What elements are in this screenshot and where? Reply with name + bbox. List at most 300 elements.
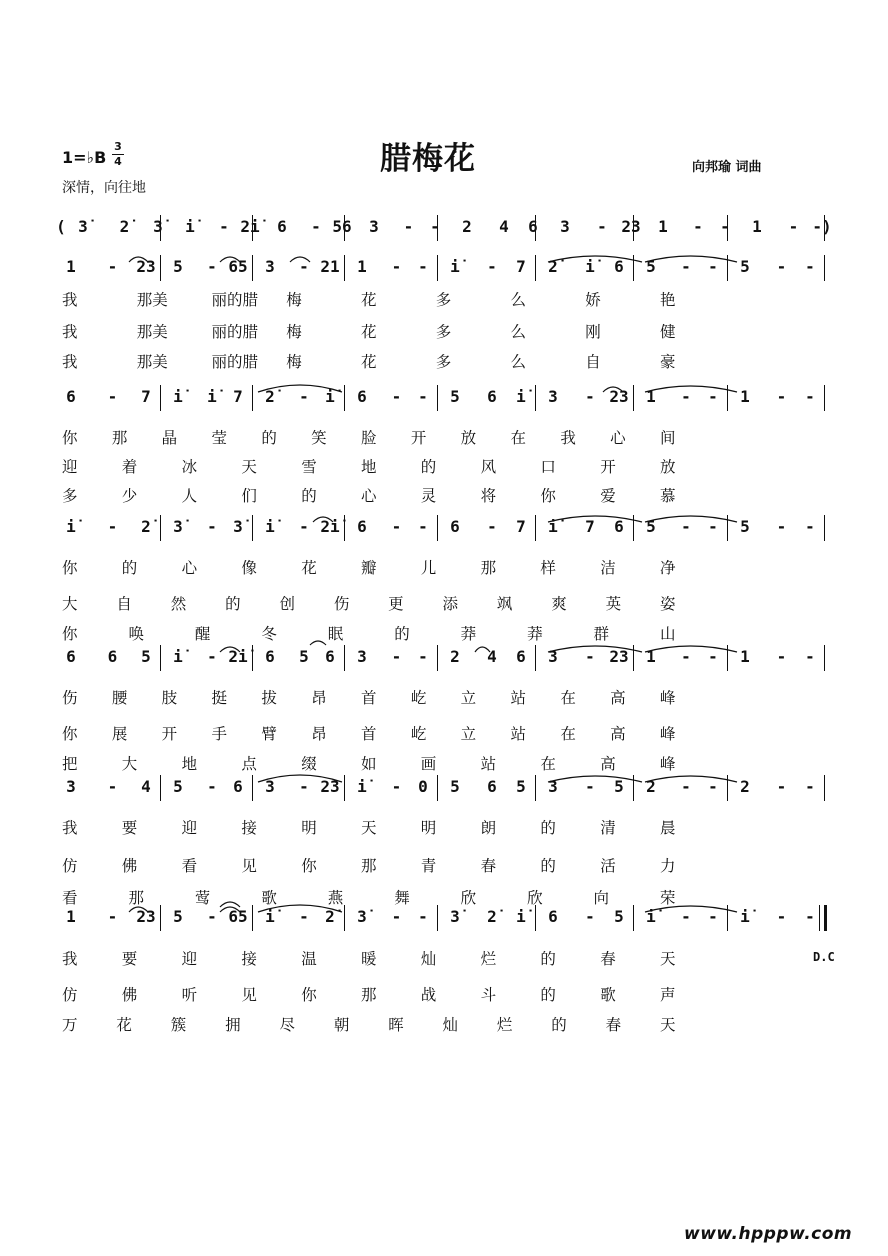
lyric-word: 多 [435,291,452,309]
note: 1 [740,387,750,406]
note: 7 [585,517,595,536]
lyric-word: 春 [605,1016,622,1034]
lyric-word: 花 [361,353,377,371]
barline [437,215,438,241]
lyric-word: 天 [660,1016,676,1034]
barline [727,645,728,671]
lyric-word: 要 [121,950,138,968]
notation-row [0,773,888,803]
lyric-word: 净 [660,559,676,577]
note: - [708,517,718,536]
barline [535,385,536,411]
note: 4 [499,217,509,236]
lyric-word: 梅 [286,291,302,309]
note: 2 [646,777,656,796]
note: 6 [66,647,76,666]
barline [633,645,634,671]
note: - [391,777,402,796]
note: - [585,387,595,406]
note: - [805,647,815,666]
lyric-word: 将 [480,487,497,505]
note: - [207,907,217,926]
note: 5 [173,907,183,926]
note: 3 [560,217,570,236]
note: - [708,907,718,926]
barline [727,215,728,241]
lyric-word: 拔 [261,689,277,707]
lyric-word: 我 [560,429,576,447]
lyric-word: 画 [420,755,437,773]
barline [633,515,634,541]
note: i̇ [173,387,183,406]
lyric-word: 要 [121,819,138,837]
lyric-word: 把 [62,755,78,773]
note: 6 [528,217,538,236]
note: 5 [141,647,151,666]
lyric-word: 唤 [128,625,144,643]
lyric-word: 迎 [181,950,198,968]
note: 1 [66,907,76,926]
note: i̇ [173,647,183,666]
lyric-word: 朝 [333,1016,350,1034]
barline [252,775,253,801]
lyric-word: 的 [420,458,437,476]
note: 1 [658,217,668,236]
lyric-word: 春 [600,950,616,968]
note: 23 [621,217,641,236]
barline [160,385,161,411]
barline [633,385,634,411]
lyric-word: 舞 [394,889,410,907]
barline [727,385,728,411]
lyric-word: 开 [410,429,427,447]
lyric-word: 佛 [121,857,138,875]
lyric-word: 丽的腊 [211,353,259,371]
note: 3̇ [173,517,183,536]
barline [252,645,253,671]
lyric-word: 的 [225,595,241,613]
note: i̇ [548,517,558,536]
note: - [805,907,815,926]
note: - [681,907,691,926]
lyric-word: 花 [301,559,317,577]
note: - [418,647,428,666]
barline [824,515,825,541]
lyric-word: 在 [510,429,527,447]
lyric-word: 心 [361,487,377,505]
lyric-word: 欣 [460,889,477,907]
lyric-word: 开 [600,458,616,476]
note: 6 [265,647,275,666]
lyric-word: 姿 [660,595,676,613]
note: 23 [136,257,156,276]
barline [535,515,536,541]
note: - [708,647,718,666]
note: 6 [233,777,243,796]
lyric-word: 站 [480,755,497,773]
note: 2̇ [119,217,130,236]
lyric-word: 创 [279,595,295,613]
lyric-word: 梅 [286,353,302,371]
notation-row [0,903,888,933]
note: 3̇ [450,907,460,926]
barline [535,905,536,931]
barline [437,385,438,411]
lyric-word: 战 [420,986,437,1004]
lyric-word: 雪 [301,458,317,476]
lyric-word: 醒 [194,625,211,643]
note: - [418,517,428,536]
note: - [299,387,309,406]
note: i̇ [585,257,595,276]
lyric-word: 儿 [420,559,437,577]
note: 65 [228,907,248,926]
barline [824,775,825,801]
barline [252,255,253,281]
barline [437,515,438,541]
note: 2̇ [548,257,558,276]
note: 5 [516,777,526,796]
note: i̇ [265,907,275,926]
note: - [107,907,118,926]
lyric-word: 我 [62,323,78,341]
lyric-word: 然 [170,595,187,613]
lyric-word: 心 [181,559,198,577]
lyric-word: 多 [435,323,452,341]
final-barline-thin [819,905,820,931]
lyric-word: 伤 [333,595,350,613]
note: 3 [548,647,558,666]
note: 6 [487,387,497,406]
lyric-word: 你 [62,559,78,577]
note: 2̇i̇ [240,217,260,236]
lyric-word: 向 [593,889,610,907]
lyric-word: 地 [361,458,377,476]
lyric-word: 晖 [388,1016,404,1034]
lyric-word: 朗 [480,819,497,837]
note: - [788,217,799,236]
lyric-word: 心 [610,429,626,447]
barline [727,515,728,541]
lyric-word: 天 [241,458,257,476]
lyric-word: 燕 [327,889,344,907]
lyric-word: 自 [585,353,601,371]
note: i̇ [516,907,526,926]
lyric-word: 伤 [62,689,78,707]
lyric-word: 接 [241,819,257,837]
lyric-word: 簇 [170,1016,187,1034]
lyric-word: 首 [361,725,377,743]
note: 6 [357,387,367,406]
note: 2̇ [487,907,497,926]
barline [160,515,161,541]
lyric-word: 你 [62,429,78,447]
final-barline [824,905,827,931]
note: 5 [299,647,309,666]
note: 2̇i̇ [228,647,248,666]
lyric-word: 梅 [286,323,302,341]
note: 2̇ [325,907,335,926]
author-credit: 向邦瑜 词曲 [692,160,762,175]
note: 5 [173,777,183,796]
lyric-word: 高 [610,689,626,707]
note: - [299,777,309,796]
note: 6 [66,387,76,406]
barline [252,215,253,241]
lyric-word: 立 [460,689,477,707]
barline [252,905,253,931]
barline [344,515,345,541]
note: 4 [141,777,151,796]
lyric-word: 明 [301,819,317,837]
note: 5 [740,257,750,276]
note: 1 [66,257,76,276]
note: 23 [320,777,340,796]
barline [252,515,253,541]
note: - [805,517,815,536]
lyric-word: 那 [480,559,497,577]
open-paren: ( [56,217,66,236]
note: - [299,257,309,276]
lyric-word: 自 [116,595,132,613]
lyric-word: 春 [480,857,497,875]
lyric-word: 见 [241,857,257,875]
meter-top: 3 [114,140,122,153]
note: 6 [516,647,526,666]
note: 3̇ [153,217,163,236]
lyric-word: 看 [181,857,198,875]
lyric-word: 晨 [660,819,676,837]
note: - [391,647,402,666]
note: 6 [107,647,118,666]
lyric-word: 欣 [527,889,543,907]
note: 5 [646,257,656,276]
note: - [708,257,718,276]
note: i̇ [516,387,526,406]
lyric-word: 群 [593,625,610,643]
note: i̇ [357,777,367,796]
dc-mark: D.C [813,950,835,964]
lyric-word: 的 [301,487,317,505]
note: - [430,217,440,236]
barline [535,775,536,801]
lyric-word: 手 [211,725,228,743]
lyric-word: 地 [181,755,198,773]
note: - [776,517,787,536]
note: 6 [614,257,624,276]
note: 0 [418,777,428,796]
lyric-word: 天 [361,819,377,837]
barline [160,905,161,931]
note: i̇ [207,387,217,406]
note: 6 [487,777,497,796]
note: 2̇ [265,387,275,406]
lyric-word: 样 [540,559,556,577]
barline [535,645,536,671]
lyric-word: 肢 [161,689,178,707]
lyric-word: 莹 [211,429,228,447]
lyric-word: 那美 [136,291,168,309]
lyric-word: 展 [111,725,128,743]
note: 6 [614,517,624,536]
note: - [805,777,815,796]
note: 3̇ [357,907,367,926]
note: - [708,777,718,796]
lyric-word: 的 [540,819,556,837]
note: - [776,777,787,796]
lyric-word: 眠 [327,625,344,643]
note: 7 [233,387,243,406]
barline [633,215,634,241]
note: 2 [462,217,472,236]
lyric-word: 么 [510,291,527,309]
notation-row [0,383,888,413]
lyric-word: 晶 [161,429,178,447]
lyric-word: 你 [62,625,78,643]
notation-row [0,513,888,543]
note: 3̇ [78,217,88,236]
lyric-word: 那美 [136,353,168,371]
lyric-word: 见 [241,986,257,1004]
lyric-word: 洁 [600,559,616,577]
note: i̇ [185,217,195,236]
lyric-word: 那 [128,889,144,907]
note: - [207,257,217,276]
note: 1 [740,647,750,666]
lyric-word: 娇 [585,291,601,309]
lyric-word: 那 [361,986,377,1004]
barline [344,255,345,281]
barline [824,645,825,671]
lyric-word: 丽的腊 [211,323,259,341]
lyric-word: 迎 [62,458,78,476]
note: - [776,257,787,276]
barline [727,905,728,931]
lyric-word: 尽 [279,1016,295,1034]
lyric-word: 斗 [480,986,497,1004]
barline [824,215,825,241]
note: - [708,387,718,406]
note: 6 [548,907,558,926]
barline [344,385,345,411]
lyric-word: 如 [361,755,377,773]
note: - [585,777,595,796]
lyric-word: 仿 [62,857,78,875]
lyric-word: 的 [394,625,410,643]
note: - [681,777,691,796]
lyric-word: 站 [510,689,527,707]
lyric-word: 放 [460,429,477,447]
barline [160,255,161,281]
barline [824,255,825,281]
lyric-word: 的 [540,857,556,875]
lyric-word: 我 [62,353,78,371]
lyric-word: 点 [241,755,257,773]
lyric-word: 冬 [261,625,277,643]
note: 23 [609,647,629,666]
note: - [776,647,787,666]
lyric-word: 爱 [600,487,616,505]
lyric-word: 活 [600,857,616,875]
lyric-word: 莽 [460,625,477,643]
note: 23 [609,387,629,406]
lyric-word: 接 [241,950,257,968]
lyric-word: 丽的腊 [211,291,259,309]
lyric-word: 首 [361,689,377,707]
lyric-word: 艳 [660,291,676,309]
note: 3 [265,257,275,276]
lyric-word: 英 [605,595,622,613]
note: - [107,517,118,536]
lyric-word: 的 [121,559,138,577]
note: - [720,217,730,236]
note: - [107,387,118,406]
note: 2 [740,777,750,796]
lyric-word: 花 [361,291,377,309]
note: 2 [450,647,460,666]
lyric-word: 花 [116,1016,132,1034]
lyric-word: 歌 [600,986,616,1004]
lyric-word: 爽 [551,595,567,613]
note: - [597,217,607,236]
note: - [418,387,428,406]
note: - [585,907,595,926]
lyric-word: 飒 [496,595,513,613]
note: - [585,647,595,666]
lyric-word: 拥 [225,1016,241,1034]
barline [633,255,634,281]
lyric-word: 峰 [660,689,676,707]
note: 1 [646,387,656,406]
barline [535,255,536,281]
lyric-word: 烂 [496,1016,513,1034]
note: 65 [228,257,248,276]
note: i̇ [450,257,460,276]
lyric-word: 荣 [660,889,676,907]
barline [727,775,728,801]
note: i̇ [646,907,656,926]
note: 3 [548,387,558,406]
lyric-word: 峰 [660,725,676,743]
barline [633,905,634,931]
lyric-word: 峰 [660,755,676,773]
lyric-word: 莽 [527,625,543,643]
barline [727,255,728,281]
note: - [391,257,402,276]
note: - [299,517,309,536]
note: 4 [487,647,497,666]
lyric-word: 多 [435,353,452,371]
lyric-word: 昂 [311,725,327,743]
lyric-word: 挺 [211,689,228,707]
lyric-word: 那 [111,429,128,447]
note: - [207,517,217,536]
lyric-word: 的 [261,429,277,447]
note: 1 [752,217,762,236]
lyric-word: 的 [551,1016,567,1034]
lyric-word: 屹 [410,689,427,707]
note: 5 [614,907,624,926]
barline [535,215,536,241]
time-signature [112,141,124,168]
note: i̇ [66,517,76,536]
note: - [805,257,815,276]
barline [344,645,345,671]
lyric-word: 立 [460,725,477,743]
lyric-word: 灵 [420,487,437,505]
note: 5 [646,517,656,536]
lyric-word: 像 [241,559,257,577]
